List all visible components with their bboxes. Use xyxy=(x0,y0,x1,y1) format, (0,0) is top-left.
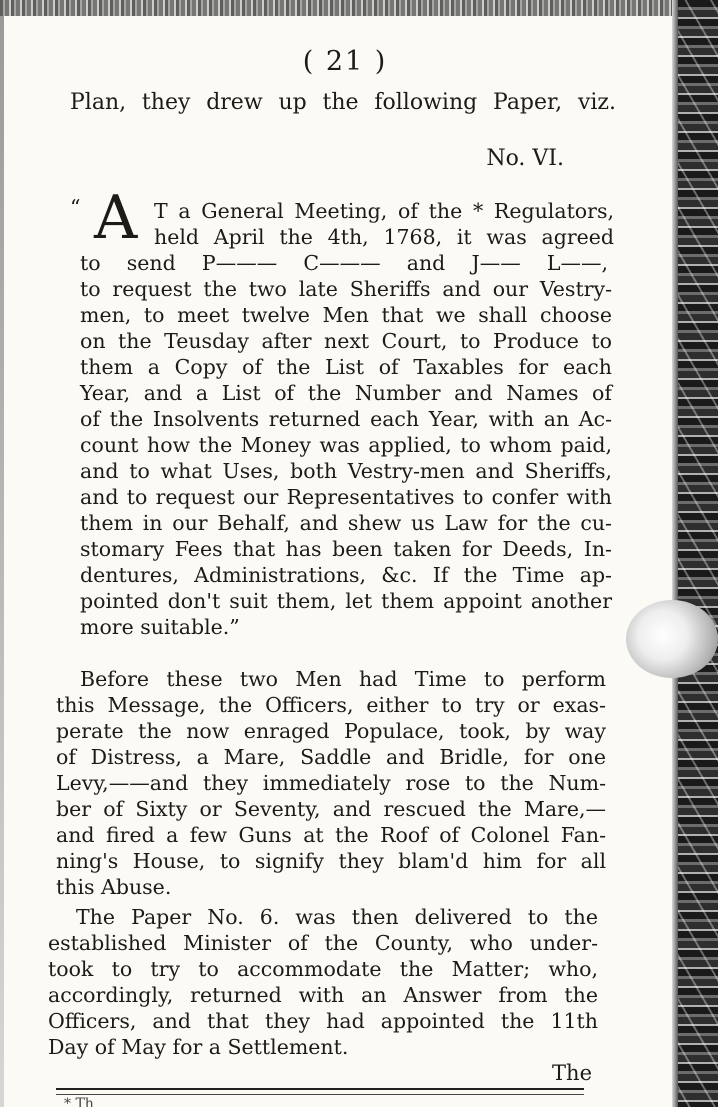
intro-line: Plan, they drew up the following Paper, viz. xyxy=(70,90,616,115)
paragraph-2-line: Before these two Men had Time to perform xyxy=(80,667,606,691)
quote-line: more suitable.” xyxy=(80,615,240,639)
paragraph-3-line: took to try to accommodate the Matter; who, xyxy=(48,957,598,981)
quote-line: of the Insolvents returned each Year, with an Ac- xyxy=(80,407,612,431)
spine-pattern xyxy=(678,0,718,1107)
quote-line: count how the Money was applied, to whom paid, xyxy=(80,433,612,457)
footnote-fragment: * Th xyxy=(64,1096,94,1107)
quote-line: men, to meet twelve Men that we shall choose xyxy=(80,303,612,327)
paragraph-2-line: ning's House, to signify they blam'd him for all xyxy=(56,849,606,873)
page-left-edge xyxy=(0,16,4,1107)
quote-line: to send P——— C——— and J—— L——, xyxy=(80,251,608,275)
paper-label: No. VI. xyxy=(486,146,564,171)
paragraph-2-line: and fired a few Guns at the Roof of Colonel Fan- xyxy=(56,823,606,847)
paragraph-3-line: Day of May for a Settlement. xyxy=(48,1035,349,1059)
page-number: ( 21 ) xyxy=(302,46,388,77)
paragraph-2-line: ber of Sixty or Seventy, and rescued the Mare,— xyxy=(56,797,606,821)
footnote-rule xyxy=(56,1088,584,1095)
quote-line: T a General Meeting, of the * Regulators, xyxy=(154,199,614,223)
page-top-edge xyxy=(0,0,690,16)
paragraph-2-line: this Abuse. xyxy=(56,875,172,899)
binding-clip xyxy=(626,600,718,678)
quote-line: and to request our Representatives to confer with xyxy=(80,485,612,509)
quote-line: stomary Fees that has been taken for Deeds, In- xyxy=(80,537,612,561)
paragraph-2-line: this Message, the Officers, either to try or exas- xyxy=(56,693,606,717)
paragraph-3-line: Officers, and that they had appointed the 11th xyxy=(48,1009,598,1033)
paragraph-2-line: of Distress, a Mare, Saddle and Bridle, for one xyxy=(56,745,606,769)
quote-line: on the Teusday after next Court, to Produce to xyxy=(80,329,612,353)
catchword: The xyxy=(552,1061,592,1085)
opening-quote-mark: “ xyxy=(70,195,81,219)
quote-line: Year, and a List of the Number and Names of xyxy=(80,381,612,405)
quote-line: pointed don't suit them, let them appoint another xyxy=(80,589,612,613)
paragraph-2-line: perate the now enraged Populace, took, by way xyxy=(56,719,606,743)
quote-line: them in our Behalf, and shew us Law for the cu- xyxy=(80,511,612,535)
quote-line: and to what Uses, both Vestry-men and Sheriffs, xyxy=(80,459,612,483)
quote-line: dentures, Administrations, &c. If the Time ap- xyxy=(80,563,612,587)
paragraph-3-line: established Minister of the County, who under- xyxy=(48,931,598,955)
quote-line: to request the two late Sheriffs and our Vestry- xyxy=(80,277,612,301)
paragraph-2-line: Levy,——and they immediately rose to the Num- xyxy=(56,771,606,795)
paragraph-3-line: The Paper No. 6. was then delivered to the xyxy=(76,905,598,929)
quote-line: held April the 4th, 1768, it was agreed xyxy=(154,225,614,249)
drop-cap: A xyxy=(94,183,138,253)
paragraph-3-line: accordingly, returned with an Answer from the xyxy=(48,983,598,1007)
quote-line: them a Copy of the List of Taxables for each xyxy=(80,355,612,379)
